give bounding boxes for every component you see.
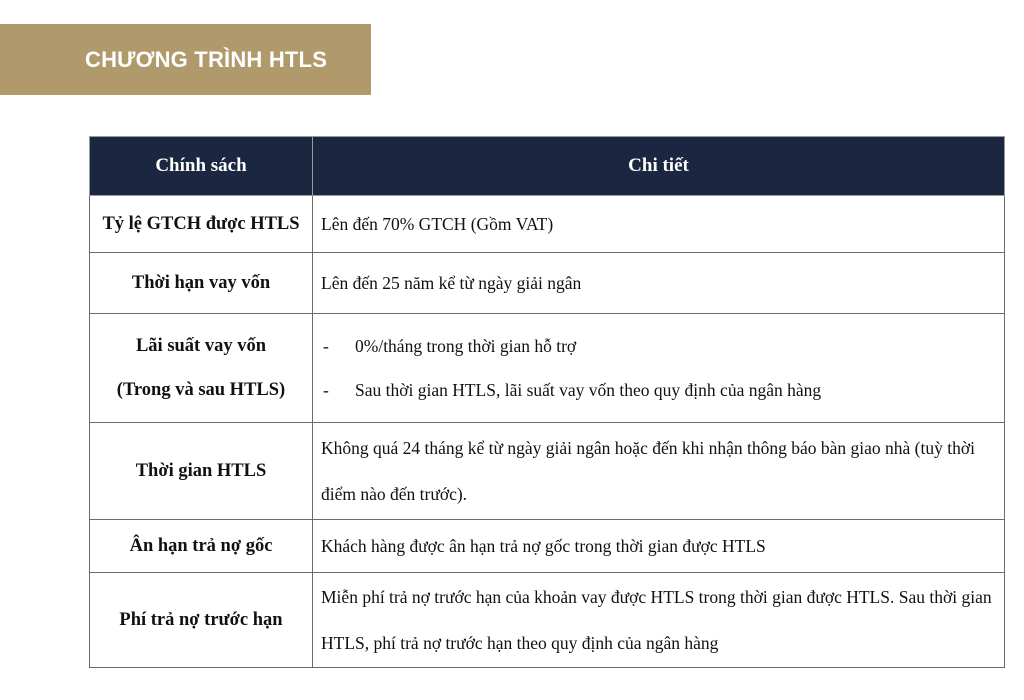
row-label-line: (Trong và sau HTLS) <box>116 380 286 400</box>
row-label <box>90 314 313 423</box>
row-detail <box>313 423 1005 520</box>
section-banner <box>0 24 371 95</box>
table-row <box>90 196 1005 253</box>
row-label: Phí trả nợ trước hạn <box>90 573 313 668</box>
header-detail: Chi tiết <box>313 137 1005 196</box>
row-detail-text: Miễn phí trả nợ trước hạn của khoản vay được HTLS trong thời gian được HTLS. Sau thời gian HTLS, phí trả nợ trước hạn theo quy định của ngân hàng <box>321 587 992 653</box>
row-detail <box>313 314 1005 423</box>
row-detail-text: Không quá 24 tháng kể từ ngày giải ngân hoặc đến khi nhận thông báo bàn giao nhà (tuỳ thời điểm nào đến trước). <box>321 438 975 504</box>
bullet-item <box>321 368 996 412</box>
banner-title: CHƯƠNG TRÌNH HTLS <box>85 46 328 72</box>
table-header-row <box>90 137 1005 196</box>
row-label: Ân hạn trả nợ gốc <box>90 520 313 573</box>
table-row <box>90 520 1005 573</box>
table-row <box>90 573 1005 668</box>
table-row <box>90 253 1005 314</box>
bullet-marker: - <box>323 336 329 356</box>
row-label: Thời gian HTLS <box>90 423 313 520</box>
bullet-text: Sau thời gian HTLS, lãi suất vay vốn theo quy định của ngân hàng <box>355 380 822 400</box>
table-row <box>90 314 1005 423</box>
bullet-marker: - <box>323 380 329 400</box>
header-policy: Chính sách <box>90 137 313 196</box>
table-row <box>90 423 1005 520</box>
bullet-text: 0%/tháng trong thời gian hỗ trợ <box>355 336 577 356</box>
row-detail: Lên đến 25 năm kể từ ngày giải ngân <box>313 253 1005 314</box>
row-label-line: Lãi suất vay vốn <box>135 336 267 356</box>
row-detail <box>313 573 1005 668</box>
row-detail: Khách hàng được ân hạn trả nợ gốc trong thời gian được HTLS <box>313 520 1005 573</box>
row-label: Thời hạn vay vốn <box>90 253 313 314</box>
row-label: Tỷ lệ GTCH được HTLS <box>90 196 313 253</box>
row-detail: Lên đến 70% GTCH (Gồm VAT) <box>313 196 1005 253</box>
bullet-item <box>321 324 996 368</box>
policy-table <box>89 136 1005 668</box>
